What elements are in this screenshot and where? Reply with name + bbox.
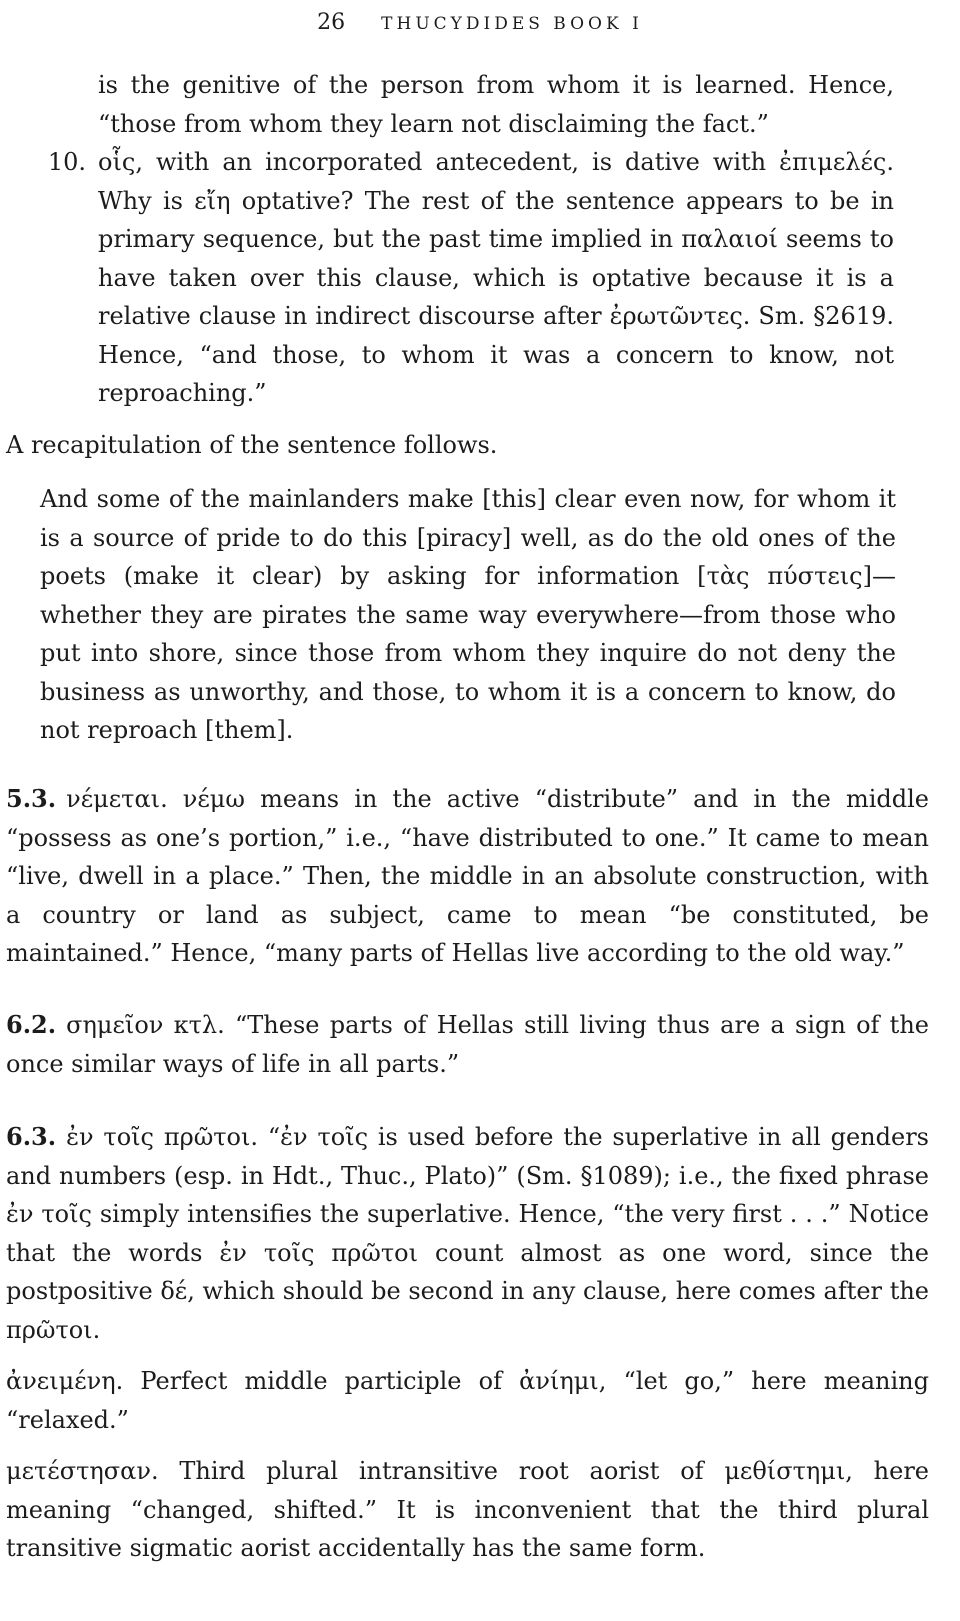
recap-intro-text: A recapitulation of the sentence follows. xyxy=(6,431,498,459)
section-lemma: νέμεται xyxy=(66,785,161,813)
section-text: simply intensifies the superlative. Hence, “the very first . . .” Notice that the words xyxy=(6,1200,930,1267)
note-10 xyxy=(47,143,895,413)
section-text: . xyxy=(92,1315,101,1344)
entry-text: , “let go,” here meaning “relaxed.” xyxy=(6,1367,929,1434)
greek-term: ἀνίημι xyxy=(519,1367,599,1395)
note-lemma: οἷς xyxy=(98,148,136,176)
entry-metestesan xyxy=(6,1452,929,1568)
greek-term: ἐν τοῖς xyxy=(6,1200,92,1228)
greek-term: εἴη xyxy=(194,186,231,215)
section-lemma: σημεῖον κτλ xyxy=(66,1011,218,1039)
section-paragraph xyxy=(6,780,929,973)
note-text: seems to have taken over this clause, which is optative because it is a relative clause in indirect discourse after xyxy=(98,225,894,330)
greek-term: δέ xyxy=(160,1277,188,1305)
note-number: 10. xyxy=(47,148,86,176)
section-number: 5.3. xyxy=(6,784,57,813)
section-text: . “These parts of Hellas still living thus are a sign of the once similar ways of life in all parts.” xyxy=(6,1011,929,1078)
entry-lemma: μετέστησαν xyxy=(6,1457,151,1485)
greek-term: πρῶτοι xyxy=(6,1315,93,1344)
note-text: optative? The rest of the sentence appears to be in primary sequence, but the past time implied in xyxy=(98,186,895,253)
greek-term: ἐν τοῖς πρῶτοι xyxy=(219,1238,419,1267)
entry-text: . Perfect middle participle of xyxy=(115,1367,520,1395)
greek-term: νέμω xyxy=(182,785,245,813)
section-number: 6.3. xyxy=(6,1122,57,1151)
entry-aneimene xyxy=(6,1362,929,1439)
section-text: . “ xyxy=(250,1123,281,1151)
greek-term: μεθίστημι xyxy=(724,1457,846,1485)
running-title: THUCYDIDES BOOK I xyxy=(381,14,643,34)
entry-paragraph xyxy=(6,1452,929,1568)
note-text: . Why is xyxy=(98,148,894,215)
greek-term: ἐρωτῶντες xyxy=(609,302,743,330)
page-number: 26 xyxy=(317,10,346,35)
translation-text: ]—whether they are pirates the same way everywhere—from those who put into shore, since those from whom they inquire do not deny the business as unworthy, and those, to whom it is a concern to know, do not reproach [them]. xyxy=(40,562,897,744)
section-text: count almost as one word, since the postpositive xyxy=(6,1238,930,1305)
section-text: is used before the superlative in all genders and numbers (esp. in Hdt., Thuc., Plato)” (Sm. §1089); i.e., the fixed phrase xyxy=(6,1123,929,1190)
entry-paragraph xyxy=(6,1362,929,1439)
greek-term: τὰς πύστεις xyxy=(706,562,863,590)
translation-block xyxy=(40,480,896,750)
note-text: . Sm. §2619. Hence, “and those, to whom it was a concern to know, not reproaching.” xyxy=(98,302,894,407)
recap-intro xyxy=(6,426,896,465)
section-number: 6.2. xyxy=(6,1010,57,1039)
entry-lemma: ἀνειμένη xyxy=(6,1367,116,1395)
greek-term: ἐν τοῖς xyxy=(280,1123,369,1151)
section-paragraph xyxy=(6,1118,929,1349)
running-head xyxy=(0,8,960,39)
notes-block xyxy=(47,66,895,413)
entry-text: , here meaning “changed, shifted.” It is inconvenient that the third plural transitive sigmatic aorist accidentally has the same form. xyxy=(6,1457,930,1562)
translation-text: And some of the mainlanders make [this] clear even now, for whom it is a source of pride to do this [piracy] well, as do the old ones of the poets (make it clear) by asking for information [ xyxy=(40,485,896,590)
section-lemma: ἐν τοῖς πρῶτοι xyxy=(66,1123,251,1151)
section-6-2 xyxy=(6,1006,929,1083)
section-paragraph xyxy=(6,1006,929,1083)
section-6-3 xyxy=(6,1118,929,1349)
note-continuation: is the genitive of the person from whom it is learned. Hence, “those from whom they learn not disclaiming the fact.” xyxy=(98,71,894,138)
section-5-3 xyxy=(6,780,929,973)
note-text: , with an incorporated antecedent, is dative with xyxy=(135,148,780,176)
entry-text: . Third plural intransitive root aorist of xyxy=(150,1457,725,1485)
section-text: means in the active “distribute” and in the middle “possess as one’s portion,” i.e., “have distributed to one.” It came to mean “live, dwell in a place.” Then, the middle in an absolute construction, with a country or land as subject, came to mean “be constituted, be maintained.” Hence, “many parts of Hellas live according to the old way.” xyxy=(6,785,929,967)
translation-paragraph xyxy=(40,480,896,750)
greek-term: παλαιοί xyxy=(681,225,778,253)
greek-term: ἐπιμελές xyxy=(779,148,887,176)
section-text: , which should be second in any clause, here comes after the xyxy=(187,1277,929,1305)
section-text: . xyxy=(160,785,183,813)
